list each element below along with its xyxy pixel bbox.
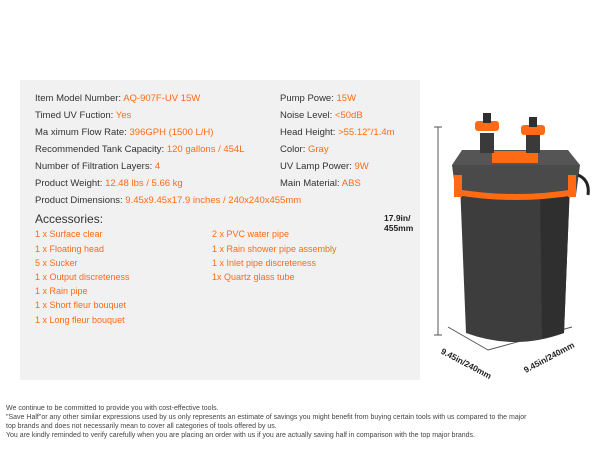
spec-dimensions: Product Dimensions: 9.45x9.45x17.9 inches / 240x240x455mm (35, 195, 302, 206)
footer-line: We continue to be committed to provide you with cost-effective tools. (6, 405, 219, 412)
spec-tank-capacity: Recommended Tank Capacity: 120 gallons / 454L (35, 144, 245, 155)
width-dimension-label: 9.45in/240mm (439, 346, 494, 382)
depth-dimension-label: 9.45in/240mm (522, 339, 576, 375)
accessory-item: 1 x Rain pipe (35, 286, 88, 296)
accessory-item: 1 x Short fleur bouquet (35, 300, 127, 310)
spec-head-height: Head Height: >55.12"/1.4m (280, 127, 395, 138)
spec-color: Color: Gray (280, 144, 329, 155)
spec-flow-rate: Ma ximum Flow Rate: 396GPH (1500 L/H) (35, 127, 214, 138)
accessory-item: 2 x PVC water pipe (212, 229, 290, 239)
spec-model: Item Model Number: AQ-907F-UV 15W (35, 93, 201, 104)
canister-filter-illustration (430, 105, 600, 375)
spec-noise-level: Noise Level: <50dB (280, 110, 363, 121)
spec-uv-lamp-power: UV Lamp Power: 9W (280, 161, 369, 172)
accessory-item: 1 x Inlet pipe discreteness (212, 258, 317, 268)
accessory-item: 1x Quartz glass tube (212, 272, 295, 282)
accessory-item: 5 x Sucker (35, 258, 78, 268)
accessory-item: 1 x Rain shower pipe assembly (212, 244, 337, 254)
spec-weight: Product Weight: 12.48 lbs / 5.66 kg (35, 178, 183, 189)
height-dimension-label: 17.9in/ 455mm (384, 213, 414, 233)
accessory-item: 1 x Output discreteness (35, 272, 130, 282)
accessories-title: Accessories: (35, 212, 104, 226)
accessory-item: 1 x Long fleur bouquet (35, 315, 125, 325)
spec-uv-function: Timed UV Fuction: Yes (35, 110, 132, 121)
spec-main-material: Main Material: ABS (280, 178, 361, 189)
accessory-item: 1 x Floating head (35, 244, 105, 254)
footer-line: top brands and does not necessarily mean to cover all categories of tools offered by us. (6, 423, 277, 430)
spec-pump-power: Pump Powe: 15W (280, 93, 357, 104)
footer-line: You are kindly reminded to verify carefully when you are placing an order with us if you are actually saving half in comparison with the top major brands. (6, 432, 475, 439)
accessory-item: 1 x Surface clear (35, 229, 103, 239)
spec-filtration-layers: Number of Filtration Layers: 4 (35, 161, 161, 172)
footer-line: "Save Half"or any other similar expressions used by us only represents an estimate of savings you might benefit from buying certain tools with us compared to the major (6, 414, 527, 421)
